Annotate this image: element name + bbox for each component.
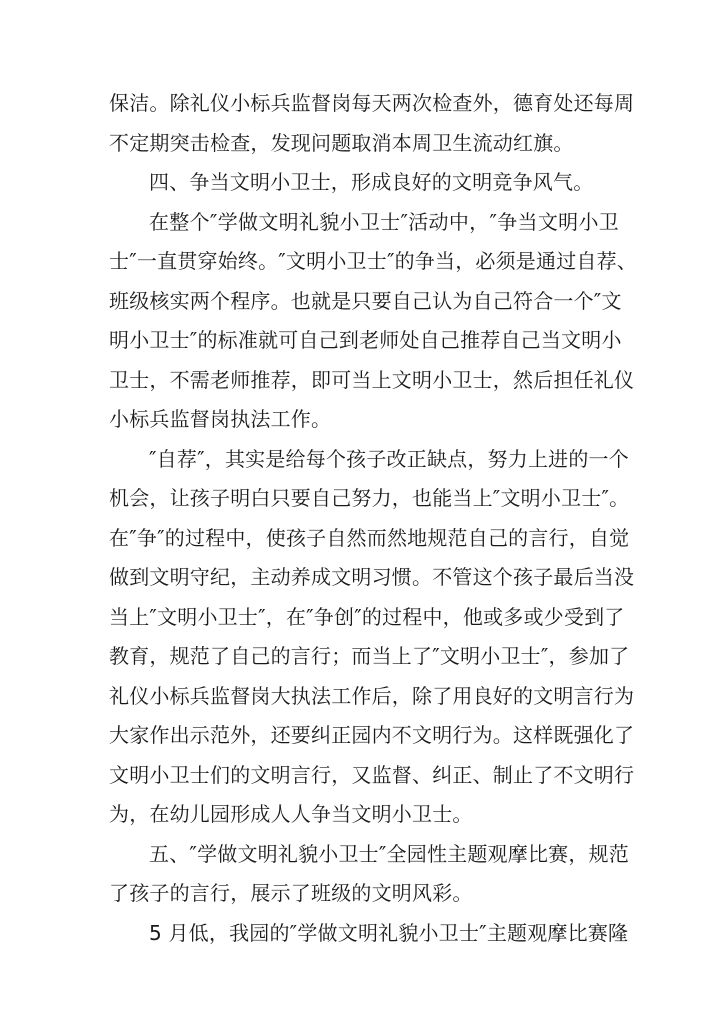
text-line: 士″一直贯穿始终。″文明小卫士″的争当，必须是通过自荐、	[109, 249, 638, 273]
text-line: 礼仪小标兵监督岗大执法工作后，除了用良好的文明言行为	[109, 683, 635, 708]
text-line: 不定期突击检查，发现问题取消本周卫生流动红旗。	[109, 130, 574, 155]
text-line: 小标兵监督岗执法工作。	[109, 407, 332, 431]
text-line: 在整个″学做文明礼貌小卫士″活动中，″争当文明小卫	[149, 209, 619, 234]
text-line: 了孩子的言行，展示了班级的文明风彩。	[109, 881, 473, 905]
text-line: 班级核实两个程序。也就是只要自己认为自己符合一个″文	[109, 288, 622, 313]
text-line: ″自荐″，其实是给每个孩子改正缺点，努力上进的一个	[149, 446, 629, 471]
section-heading: 五、″学做文明礼貌小卫士″全园性主题观摩比赛，规范	[149, 841, 629, 866]
section-heading: 四、争当文明小卫士，形成良好的文明竞争风气。	[149, 170, 594, 194]
text-line: 明小卫士″的标准就可自己到老师处自己推荐自己当文明小	[109, 328, 622, 352]
text-line: 教育，规范了自己的言行；而当上了″文明小卫士″，参加了	[109, 644, 630, 668]
text-line: 为，在幼儿园形成人人争当文明小卫士。	[109, 802, 473, 826]
text-line: 机会，让孩子明白只要自己努力，也能当上″文明小卫士″。	[109, 486, 630, 510]
text-line: 做到文明守纪，主动养成文明习惯。不管这个孩子最后当没	[109, 565, 635, 589]
document-body	[109, 84, 638, 953]
text-line: 在″争″的过程中，使孩子自然而然地规范自己的言行，自觉	[109, 525, 630, 550]
text-line: 卫士，不需老师推荐，即可当上文明小卫士，然后担任礼仪	[109, 367, 635, 392]
text-line: 5 月低，我园的″学做文明礼貌小卫士″主题观摩比赛隆	[149, 920, 629, 945]
text-line: 当上″文明小卫士″，在″争创″的过程中，他或多或少受到了	[109, 604, 625, 629]
text-line: 保洁。除礼仪小标兵监督岗每天两次检查外，德育处还每周	[109, 91, 635, 115]
text-line: 文明小卫士们的文明言行，又监督、纠正、制止了不文明行	[109, 762, 635, 787]
text-line: 大家作出示范外，还要纠正园内不文明行为。这样既强化了	[109, 723, 635, 747]
